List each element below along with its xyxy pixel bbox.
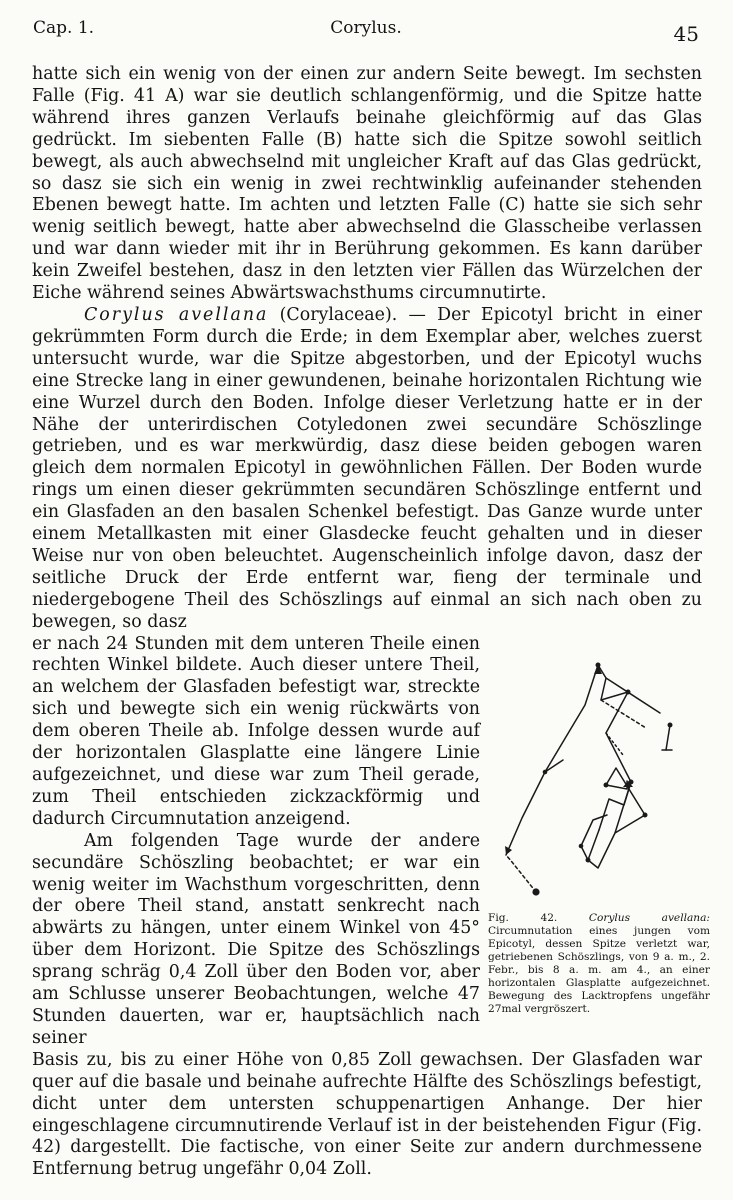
paragraph-1: hatte sich ein wenig von der einen zur andern Seite bewegt. Im sechsten Falle (Fig. 41 A) war sie deutlich schlangenförmig, und die Spitze hatte während ihres ganzen Verlaufs beinahe gleichförmig auf das Glas gedrückt. Im siebenten Falle (B) hatte sich die Spitze sowohl seitlich bewegt, als auch abwechselnd mit ungleicher Kraft auf das Glas gedrückt, so dasz sie sich ein wenig in zwei rechtwinklig aufeinander stehenden Ebenen bewegt hatte. Im achten und letzten Falle (C) hatte sie sich sehr wenig seitlich bewegt, hatte aber abwechselnd die Glasscheibe verlassen und war dann wieder mit ihr in Berührung gekommen. Es kann darüber kein Zweifel bestehen, dasz in den letzten vier Fällen das Würzelchen der Eiche während seines Abwärtswachsthums circumnutirte. — [32, 64, 702, 304]
trace-upper-line — [506, 665, 645, 855]
paragraph-3-continued: Basis zu, bis zu einer Höhe von 0,85 Zoll gewachsen. Der Glasfaden war quer auf die basale und beinahe aufrechte Hälfte des Schöszlings befestigt, dicht unter dem untersten schuppenartigen Anhange. Der hier eingeschlagene circumnutirende Verlauf ist in der beistehenden Figur (Fig. 42) dargestellt. Die factische, von einer Seite zur andern durchmessene Entfernung betrug ungefähr 0,04 Zoll. — [32, 1049, 702, 1180]
paragraph-2-text: (Corylaceae). — Der Epicotyl bricht in einer gekrümmten Form durch die Erde; in dem Exemplar aber, welches zuerst untersucht wurde, war die Spitze abgestorben, und der Epicotyl wuchs eine Strecke lang in einer gewundenen, beinahe horizontalen Richtung wie eine Wurzel durch den Boden. Infolge dieser Verletzung hatte er in der Nähe der unterirdischen Cotyledonen zwei secundäre Schöszlinge getrieben, und es war merkwürdig, dasz diese beiden gebogen waren gleich dem normalen Epicotyl in gewöhnlichen Fällen. Der Boden wurde rings um einen dieser gekrümmten secundären Schöszlinge entfernt und ein Glasfaden an den basalen Schenkel befestigt. Das Ganze wurde unter einem Metallkasten mit einer Glasdecke feucht gehalten und in dieser Weise nur von oben beleuchtet. Augenscheinlich infolge davon, dasz der seitliche Druck der Erde entfernt war, fieng der terminale und niedergebogene Theil des Schöszlings auf einmal an sich nach oben zu bewegen, so dasz — [32, 304, 702, 632]
dashed-start-segment — [506, 855, 536, 892]
paragraph-2-continued: er nach 24 Stunden mit dem unteren Theile einen rechten Winkel bildete. Auch dieser untere Theil, an welchem der Glasfaden befestigt war, streckte sich und bewegte sich ein wenig rückwärts von dem oberen Theile ab. Infolge dessen wurde auf der horizontalen Glasplatte eine längere Linie aufgezeichnet, und diese war zum Theil gerade, zum Theil entschieden zickzackförmig und dadurch Circumnutation anzeigend. — [32, 633, 480, 829]
circumnutation-trace — [488, 650, 708, 915]
trace-bottom-loop — [588, 830, 615, 868]
dashed-cross-segment — [601, 700, 646, 728]
trace-bottom-left-loop — [581, 815, 607, 860]
trace-vertex — [543, 770, 548, 775]
trace-vertex — [586, 858, 591, 863]
trace-vertex — [668, 723, 673, 728]
trace-vertex — [626, 690, 631, 695]
wrapped-column — [32, 634, 480, 1050]
page-header — [33, 14, 699, 48]
start-point-icon — [532, 888, 539, 895]
paragraph-2 — [32, 305, 702, 634]
dashed-mid-segment — [606, 733, 623, 755]
figure-label: Fig. 42. — [488, 912, 558, 924]
figure-species: Corylus avellana: — [588, 912, 711, 924]
figure-42-drawing — [488, 650, 708, 915]
trace-vertex — [643, 813, 648, 818]
trace-left-spur — [545, 760, 563, 772]
chapter-label: Cap. 1. — [33, 18, 95, 38]
figure-caption-text: Circumnutation eines jungen vom Epicotyl, dessen Spitze verletzt war, getriebenen Schöszlings, von 9 a. m., 2. Febr., bis 8 a. m. am 4., an einer horizontalen Glasplatte aufgezeichnet. Bewegung des Lacktropfens ungefähr 27mal vergröszert. — [488, 925, 710, 1015]
trace-end-stroke — [666, 725, 670, 750]
species-name: Corylus avellana — [84, 304, 269, 325]
page-number: 45 — [673, 22, 699, 46]
figure-caption — [488, 912, 710, 1016]
running-title: Corylus. — [330, 18, 402, 38]
paragraph-3: Am folgenden Tage wurde der andere secundäre Schöszling beobachtet; er war ein wenig weiter im Wachsthum vorgeschritten, denn der obere Theil stand, anstatt senkrecht nach abwärts zu hängen, unter einem Winkel von 45° über dem Horizont. Die Spitze des Schöszlings sprang schräg 0,4 Zoll über den Boden vor, aber am Schlusse unserer Beobachtungen, welche 47 Stunden dauerten, war er, hauptsächlich nach seiner — [32, 830, 480, 1048]
trace-vertex — [579, 844, 584, 849]
trace-vertex — [604, 783, 609, 788]
